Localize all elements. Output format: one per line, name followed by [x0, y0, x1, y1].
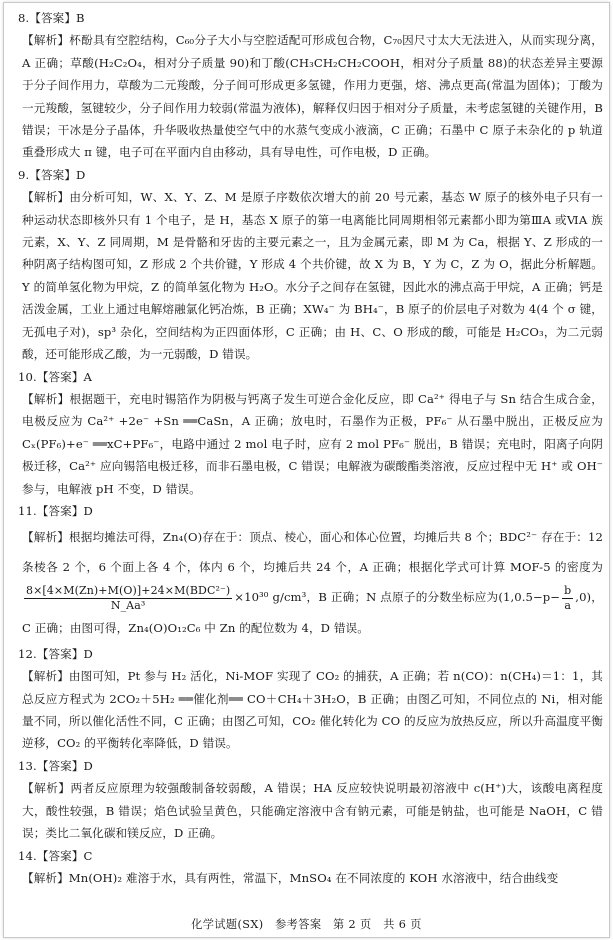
explanation-10: 【解析】根据题干，充电时锡箔作为阴极与钙离子发生可逆合金化反应，即 Ca²⁺ 得电子与 Sn 结合生成合金，电极反应为 Ca²⁺ +2e⁻ +Sn ══CaSn，A 正确；放电时，石墨作为正极，PF₆⁻ 从石墨中脱出，正极反应为 Cₓ(PF₆)+e⁻ ══xC+PF₆⁻，电路中通过 2 mol 电子时，应有 2 mol PF₆⁻ 脱出，B 错误；充电时，阳离子向阴极迁移，Ca²⁺ 应向锡箔电极迁移，而非石墨电极，C 错误；电解液为碳酸酯类溶液，反应过程中无 H⁺ 或 OH⁻ 参与，电解液 pH 不变，D 错误。 [22, 391, 603, 496]
explanation-12: 【解析】由图可知，Pt 参与 H₂ 活化，Ni-MOF 实现了 CO₂ 的捕获，A 正确；若 n(CO)：n(CH₄)＝1：1，其总反应方程式为 2CO₂＋5H₂ ══催化剂══ CO＋CH₄＋3H₂O，B 正确；由图乙可知，不同位点的 Ni，相对能量不同，所以催化活性不同，C 正确；由图乙可知，CO₂ 催化转化为 CO 的反应为放热反应，所以升高温度平衡逆移，CO₂ 的平衡转化率降低，D 错误。 [22, 669, 603, 751]
explanation-11-part-c: ，C 正确；由图可得，Zn₄(O)O₁₂C₆ 中 Zn 的配位数为 4，D 错误。 [22, 590, 603, 635]
answer-11: 11.【答案】D [18, 503, 93, 518]
explanation-11-part-b: ×10³⁰ g/cm³，B 正确；N 点原子的分数坐标应为 [234, 590, 499, 605]
answer-content [18, 7, 603, 889]
answer-8: 8.【答案】B [18, 11, 85, 25]
coordinate-end: ,0) [575, 590, 592, 605]
answer-9: 9.【答案】D [18, 167, 86, 182]
explanation-9: 【解析】由分析可知，W、X、Y、Z、M 是原子序数依次增大的前 20 号元素，基态 W 原子的核外电子只有一种运动状态即核外只有 1 个电子，是 H，基态 X 原子的第一电离能比同周期相邻元素都小即为第ⅢA 或ⅥA 族元素，X、Y、Z 同周期，M 是骨骼和牙齿的主要元素之一，且为金属元素，即 M 为 Ca，根据 Y、Z 形成的一种阴离子结构图可知，Z 形成 2 个共价键，Y 形成 4 个共价键，故 X 为 B，Y 为 C，Z 为 O，据此分析解题。Y 的简单氢化物为甲烷，Z 的简单氢化物为 H₂O。水分子之间存在氢键，因此水的沸点高于甲烷，A 正确；钙是活泼金属，工业上通过电解熔融氯化钙冶炼，B 正确；XW₄⁻ 为 BH₄⁻，B 原子的价层电子对数为 4(4 个 σ 键，无孤电子对)，sp³ 杂化，空间结构为正四面体形，C 正确；由 H、C、O 形成的酸，可能是 H₂CO₃，为二元弱酸，还可能形成乙酸，为一元弱酸，D 错误。 [22, 190, 603, 362]
coordinate-start: (1,0.5−p− [498, 590, 561, 605]
density-numerator: 8×[4×M(Zn)+M(O)]+24×M(BDC²⁻) [26, 583, 231, 597]
explanation-11-part-a: 【解析】根据均摊法可得，Zn₄(O)存在于：顶点、棱心，面心和体心位置，均摊后共 8 个；BDC²⁻ 存在于：12 条棱各 2 个，6 个面上各 4 个，体内 6 个，均摊后共 24 个，A 正确；根据化学式可计算 MOF-5 的密度为 [22, 530, 603, 575]
answer-10: 10.【答案】A [18, 369, 92, 384]
answer-12: 12.【答案】D [18, 646, 93, 661]
density-denominator: N_Aa³ [110, 598, 146, 612]
coordinate-numerator: b [564, 583, 572, 597]
explanation-14: 【解析】Mn(OH)₂ 难溶于水，具有两性，常温下，MnSO₄ 在不同浓度的 KOH 水溶液中，结合曲线变 [22, 870, 559, 885]
coordinate-denominator: a [564, 598, 572, 612]
coordinate-fraction [562, 584, 573, 613]
page-footer: 化学试题(SX) 参考答案 第 2 页 共 6 页 [191, 918, 422, 931]
answer-13: 13.【答案】D [18, 758, 93, 773]
page-frame [3, 2, 610, 938]
answer-14: 14.【答案】C [18, 848, 93, 863]
explanation-11 [22, 522, 603, 643]
density-fraction [24, 584, 232, 613]
explanation-8: 【解析】杯酚具有空腔结构，C₆₀分子大小与空腔适配可形成包合物，C₇₀因尺寸太大无法进入，从而实现分离，A 正确；草酸(H₂C₂O₄，相对分子质量 90)和丁酸(CH₃CH₂CH₂COOH，相对分子质量 88)的状态差异主要源于分子间作用力，草酸为二元羧酸，分子间可形成更多氢键，作用力更强，熔、沸点更高(常温为固体)；丁酸为一元羧酸，氢键较少，分子间作用力较弱(常温为液体)，解释仅归因于相对分子质量，未考虑氢键的关键作用，B 错误；干冰是分子晶体，升华吸收热量使空气中的水蒸气变成小液滴，C 正确；石墨中 C 原子未杂化的 p 轨道重叠形成大 π 键，电子可在平面内自由移动，具有导电性，可作电极，D 正确。 [22, 33, 603, 160]
explanation-13: 【解析】两者反应原理为较强酸制备较弱酸，A 错误；HA 反应较快说明最初溶液中 c(H⁺)大，该酸电离程度大，酸性较强，B 错误；焰色试验呈黄色，只能确定溶液中含有钠元素，可能是钠盐，也可能是 NaOH，C 错误；类比二氧化碳和镁反应，D 正确。 [22, 781, 603, 841]
